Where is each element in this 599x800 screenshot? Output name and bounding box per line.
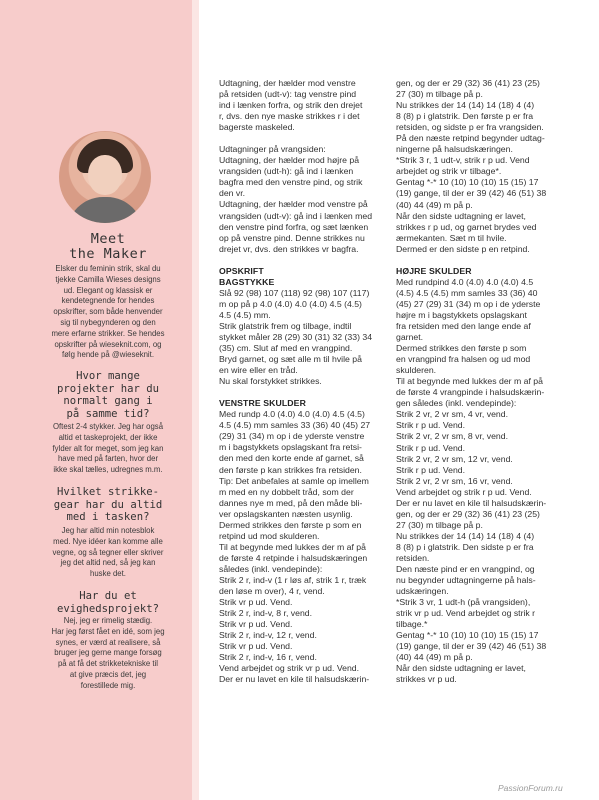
column-divider bbox=[192, 0, 199, 800]
pattern-line: Når den sidste udtagning er lavet, bbox=[396, 663, 526, 674]
pattern-line: Strik 2 vr, 2 vr sm, 4 vr, vend. bbox=[396, 409, 509, 420]
pattern-line: nu begynder udtagningerne på hals- bbox=[396, 575, 536, 586]
text-line: tjekke Camilla Wieses designs bbox=[55, 274, 161, 284]
paragraph-gap bbox=[219, 387, 391, 398]
pattern-line: en vrangpind fra halsen og ud mod bbox=[396, 354, 531, 365]
text-line: forestillede mig. bbox=[80, 680, 136, 690]
pattern-line: (19) gange, til der er 39 (42) 46 (51) 38 bbox=[396, 188, 547, 199]
section-heading: VENSTRE SKULDER bbox=[219, 398, 306, 409]
pattern-line: strikkes vr p ud. bbox=[396, 674, 457, 685]
pattern-line: således (inkl. vendepinde): bbox=[219, 563, 323, 574]
pattern-line: Med rundpind 4.0 (4.0) 4.0 (4.0) 4.5 bbox=[396, 276, 534, 287]
text-line: med i tasken? bbox=[66, 511, 150, 523]
pattern-line: op på venstre pind. Denne strikkes nu bbox=[219, 232, 365, 243]
pattern-line: Dermed er den sidste p en retpind. bbox=[396, 243, 530, 254]
pattern-line: Nu skal forstykket strikkes. bbox=[219, 376, 322, 387]
text-line: Har du et bbox=[79, 590, 137, 602]
pattern-line: retsiden. bbox=[396, 552, 430, 563]
pattern-line: den venstre pind forfra, og sæt lænken bbox=[219, 221, 369, 232]
text-line: på at få det strikketekniske til bbox=[57, 659, 159, 669]
pattern-line: (19) gange, til der er 39 (42) 46 (51) 38 bbox=[396, 641, 547, 652]
pattern-line: Strik vr p ud. Vend. bbox=[219, 641, 293, 652]
pattern-line: 4.5 (4.5) mm. bbox=[219, 309, 271, 320]
text-line: ikke skal tælles, udregnes m.m. bbox=[53, 465, 163, 475]
pattern-line: den med den korte ende af garnet, så bbox=[219, 453, 364, 464]
pattern-line: den første p kan strikkes fra retsiden. bbox=[219, 464, 362, 475]
pattern-line: (29) 31 (34) m op i de yderste venstre bbox=[219, 431, 365, 442]
text-line: med. Nye idéer kan komme alle bbox=[53, 536, 163, 546]
paragraph-gap bbox=[219, 255, 391, 266]
pattern-line: tilbage.* bbox=[396, 619, 428, 630]
pattern-line: Gentag *-* 10 (10) 10 (10) 15 (15) 17 bbox=[396, 630, 539, 641]
pattern-line: fra retsiden med den lange ende af bbox=[396, 320, 531, 331]
pattern-line: Strik 2 vr, 2 vr sm, 8 vr, vend. bbox=[396, 431, 509, 442]
answer-2 bbox=[26, 526, 190, 580]
pattern-line: stykket måler 28 (29) 30 (31) 32 (33) 34 bbox=[219, 331, 373, 342]
pattern-line: Strik 2 vr, 2 vr sm, 16 vr, vend. bbox=[396, 475, 513, 486]
pattern-line: Udtagninger på vrangsiden: bbox=[219, 144, 326, 155]
section-heading: OPSKRIFT bbox=[219, 265, 264, 276]
pattern-line: ver opslagskanten næsten usynlig. bbox=[219, 508, 353, 519]
pattern-line: Den næste pind er en vrangpind, og bbox=[396, 564, 535, 575]
pattern-line: Strik vr p ud. Vend. bbox=[219, 597, 293, 608]
pattern-line: bagfra med den venstre pind, og strik bbox=[219, 177, 363, 188]
pattern-line: gen således (inkl. vendepinde): bbox=[396, 398, 517, 409]
pattern-line: Nu strikkes der 14 (14) 14 (18) 4 (4) bbox=[396, 530, 535, 541]
text-line: opskrifter på wieseknit.com, og bbox=[54, 339, 162, 349]
pattern-line: 27 (30) m tilbage på p. bbox=[396, 89, 483, 100]
text-line: mere erfarne strikker. Se hendes bbox=[51, 328, 165, 338]
maker-sidebar bbox=[0, 0, 192, 800]
pattern-line: de første 4 retpinde i halsudskæringen bbox=[219, 552, 368, 563]
section-heading: HØJRE SKULDER bbox=[396, 265, 472, 276]
pattern-line: Strik vr p ud. Vend. bbox=[219, 619, 293, 630]
pattern-line: Til at begynde med lukkes der m af på bbox=[219, 541, 366, 552]
text-line: synes, er værd at realisere, så bbox=[55, 637, 161, 647]
paragraph-gap bbox=[219, 133, 391, 144]
pattern-line: på retsiden (udt-v): tag venstre pind bbox=[219, 89, 357, 100]
pattern-line: garnet. bbox=[396, 332, 424, 343]
question-1 bbox=[26, 370, 190, 420]
pattern-line: r, dvs. den nye maske strikkes r i det bbox=[219, 111, 360, 122]
pattern-line: *Strik 3 vr, 1 udt-h (på vrangsiden), bbox=[396, 597, 531, 608]
pattern-line: Gentag *-* 10 (10) 10 (10) 15 (15) 17 bbox=[396, 177, 539, 188]
pattern-line: Strik 2 r, ind-v, 12 r, vend. bbox=[219, 630, 317, 641]
pattern-line: udskæringen. bbox=[396, 586, 449, 597]
text-line: vegne, og så tegner eller skriver bbox=[52, 547, 164, 557]
pattern-line: Når den sidste udtagning er lavet, bbox=[396, 210, 526, 221]
pattern-line: Strik r p ud. Vend. bbox=[396, 442, 466, 453]
pattern-line: en wire eller en tråd. bbox=[219, 365, 298, 376]
pattern-line: Der er nu lavet en kile til halsudskærin- bbox=[219, 674, 370, 685]
meet-the-maker-heading bbox=[26, 232, 190, 262]
pattern-line: ærmekanten. Sæt m til hvile. bbox=[396, 232, 507, 243]
text-line: opskrifter, som både henvender bbox=[53, 307, 163, 317]
text-line: ud. Elegant og klassisk er bbox=[63, 285, 153, 295]
text-line: Elsker du feminin strik, skal du bbox=[55, 264, 161, 273]
pattern-line: (35) cm. Slut af med en vrangpind. bbox=[219, 343, 353, 354]
question-3 bbox=[26, 590, 190, 615]
pattern-line: retsiden, og sidste p er fra vrangsiden. bbox=[396, 122, 544, 133]
pattern-line: Strik r p ud. Vend. bbox=[396, 464, 466, 475]
pattern-line: Strik 2 r, ind-v (1 r løs af, strik 1 r, træk bbox=[219, 574, 367, 585]
pattern-line: *Strik 3 r, 1 udt-v, strik r p ud. Vend bbox=[396, 155, 530, 166]
pattern-line: vrangsiden (udt-v): gå ind i lænken med bbox=[219, 210, 373, 221]
text-line: evighedsprojekt? bbox=[56, 602, 160, 615]
pattern-line: Vend arbejdet og strik vr p ud. Vend. bbox=[219, 663, 360, 674]
pattern-line: gen, og der er 29 (32) 36 (41) 23 (25) bbox=[396, 78, 540, 88]
pattern-column-2 bbox=[396, 78, 576, 686]
pattern-line: På den næste retpind begynder udtag- bbox=[396, 133, 545, 144]
text-line: følg hende på @wieseknit. bbox=[62, 350, 154, 360]
text-line: Hvor mange bbox=[76, 370, 140, 382]
pattern-line: arbejdet og strik vr tilbage*. bbox=[396, 166, 502, 177]
pattern-line: Strik 2 vr, 2 vr sm, 12 vr, vend. bbox=[396, 453, 513, 464]
text-line: Hvilket strikke- bbox=[56, 486, 160, 498]
pattern-line: 8 (8) p i glatstrik. Den sidste p er fra bbox=[396, 541, 534, 552]
pattern-line: (40) 44 (49) m på p. bbox=[396, 199, 473, 210]
pattern-line: Bryd garnet, og sæt alle m til hvile på bbox=[219, 354, 362, 365]
pattern-line: Til at begynde med lukkes der m af på bbox=[396, 376, 543, 387]
pattern-line: højre m i bagstykkets opslagskant bbox=[396, 309, 527, 320]
answer-1 bbox=[26, 422, 190, 476]
text-line: bruger jeg gerne mange forsøg bbox=[54, 648, 162, 658]
pattern-line: vrangsiden (udt-h): gå ind i lænken bbox=[219, 166, 354, 177]
pattern-line: m i bagstykkets opslagskant fra retsi- bbox=[219, 442, 362, 453]
pattern-line: gen, og der er 29 (32) 36 (41) 23 (25) bbox=[396, 508, 540, 519]
pattern-line: den løse m over), 4 r, vend. bbox=[219, 586, 325, 597]
answer-3 bbox=[26, 616, 190, 692]
pattern-line: dannes nye m med, på den måde bli- bbox=[219, 497, 363, 508]
pattern-line: (45) 27 (29) 31 (34) m op i de yderste bbox=[396, 298, 541, 309]
pattern-line: Udtagning, der hælder mod venstre bbox=[219, 78, 356, 88]
pattern-line: Dermed strikkes den første p som bbox=[396, 343, 527, 354]
pattern-line: Dermed strikkes den første p som en bbox=[219, 519, 362, 530]
pattern-line: Strik glatstrik frem og tilbage, indtil bbox=[219, 320, 352, 331]
pattern-line: 8 (8) p i glatstrik. Den første p er fra bbox=[396, 111, 534, 122]
text-line: jeg det altid ned, så jeg kan bbox=[60, 558, 156, 568]
pattern-line: ningerne på halsudskæringen. bbox=[396, 144, 513, 155]
maker-intro bbox=[26, 264, 190, 361]
pattern-line: drejet vr, dvs. den strikkes vr bagfra. bbox=[219, 243, 359, 254]
pattern-line: Udtagning, der hælder mod højre på bbox=[219, 155, 360, 166]
text-line: altid et taskeprojekt, der ikke bbox=[58, 432, 158, 442]
pattern-line: 4.5 (4.5) mm samles 33 (36) 40 (45) 27 bbox=[219, 420, 371, 431]
pattern-line: Udtagning, der hælder mod venstre på bbox=[219, 199, 368, 210]
text-line: the Maker bbox=[69, 246, 147, 262]
pattern-line: (40) 44 (49) m på p. bbox=[396, 652, 473, 663]
text-line: have med på farten, hvor der bbox=[57, 454, 159, 464]
pattern-line: m med en ny dobbelt tråd, som der bbox=[219, 486, 354, 497]
text-line: gear har du altid bbox=[53, 498, 163, 511]
text-line: Har jeg først fået en idé, som jeg bbox=[51, 626, 165, 636]
pattern-line: skulderen. bbox=[396, 365, 437, 376]
text-line: Jeg har altid min notesblok bbox=[61, 526, 155, 535]
text-line: fylder alt for meget, som jeg kan bbox=[52, 443, 164, 453]
pattern-line: Der er nu lavet en kile til halsudskærin- bbox=[396, 497, 547, 508]
pattern-line: Strik 2 r, ind-v, 16 r, vend. bbox=[219, 652, 317, 663]
pattern-line: strikkes r p ud, og garnet brydes ved bbox=[396, 221, 537, 232]
pattern-line: Slå 92 (98) 107 (118) 92 (98) 107 (117) bbox=[219, 287, 370, 298]
text-line: Meet bbox=[90, 231, 126, 247]
text-line: Nej, jeg er rimelig stædig. bbox=[63, 616, 153, 625]
pattern-line: m op på p 4.0 (4.0) 4.0 (4.0) 4.5 (4.5) bbox=[219, 298, 362, 309]
text-line: kendetegnende for hendes bbox=[61, 296, 155, 306]
pattern-line: Nu strikkes der 14 (14) 14 (18) 4 (4) bbox=[396, 100, 535, 111]
pattern-line: Tip: Det anbefales at samle op imellem bbox=[219, 475, 369, 486]
text-line: at give præcis det, jeg bbox=[69, 669, 147, 679]
text-line: huske det. bbox=[90, 569, 126, 579]
text-line: normalt gang i bbox=[63, 395, 153, 407]
pattern-line: strik vr p ud. Vend arbejdet og strik r bbox=[396, 608, 536, 619]
text-line: på samme tid? bbox=[66, 407, 150, 420]
pattern-column-1 bbox=[219, 78, 391, 685]
pattern-line: (4.5) 4.5 (4.5) mm samles 33 (36) 40 bbox=[396, 287, 538, 298]
watermark: PassionForum.ru bbox=[498, 783, 563, 793]
text-line: projekter har du bbox=[56, 382, 160, 395]
question-2 bbox=[26, 486, 190, 524]
pattern-line: Med rundp 4.0 (4.0) 4.0 (4.0) 4.5 (4.5) bbox=[219, 409, 365, 420]
maker-portrait-photo bbox=[59, 131, 151, 223]
pattern-line: de første 4 vrangpinde i halsudskærin- bbox=[396, 387, 545, 398]
section-heading: BAGSTYKKE bbox=[219, 276, 275, 287]
pattern-line: retpind ud mod skulderen. bbox=[219, 530, 320, 541]
pattern-line: bagerste maskeled. bbox=[219, 122, 295, 133]
paragraph-gap bbox=[396, 255, 576, 266]
pattern-line: Vend arbejdet og strik r p ud. Vend. bbox=[396, 486, 532, 497]
pattern-line: den vr. bbox=[219, 188, 246, 199]
text-line: Oftest 2-4 stykker. Jeg har også bbox=[52, 422, 164, 431]
text-line: sig til nybegynderen og den bbox=[60, 317, 156, 327]
pattern-line: 27 (30) m tilbage på p. bbox=[396, 519, 483, 530]
pattern-line: Strik 2 r, ind-v, 8 r, vend. bbox=[219, 608, 313, 619]
pattern-line: Strik r p ud. Vend. bbox=[396, 420, 466, 431]
pattern-line: ind i lænken forfra, og strik den drejet bbox=[219, 100, 363, 111]
